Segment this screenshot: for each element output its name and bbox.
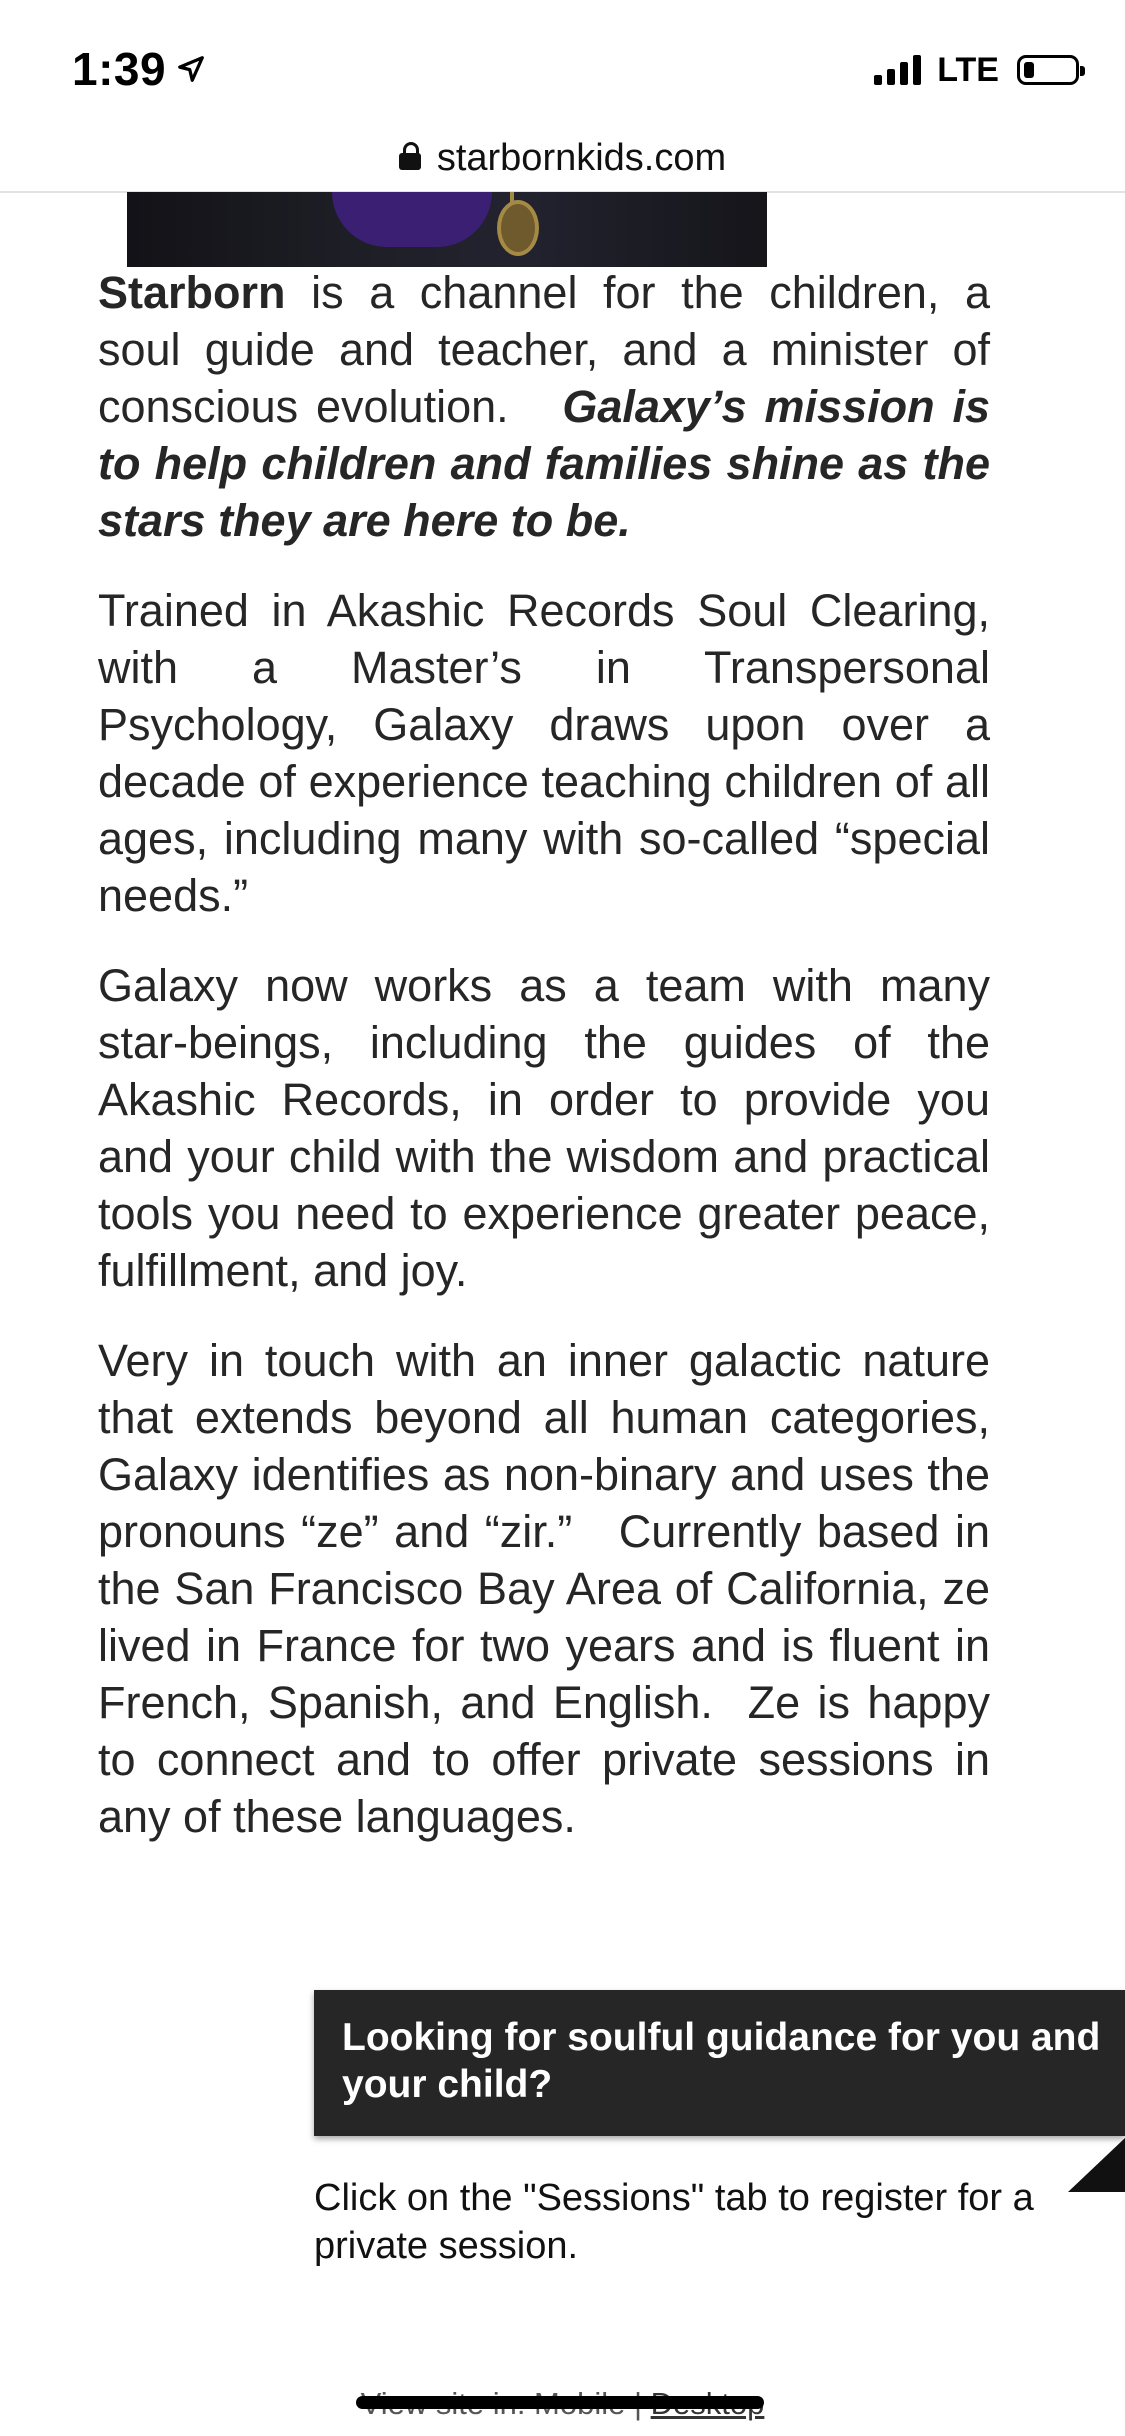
address-bar[interactable] xyxy=(0,125,1125,193)
callout-text: Click on the "Sessions" tab to register for a private session. xyxy=(314,2177,1034,2267)
brand-name: Starborn xyxy=(98,267,286,318)
home-indicator[interactable] xyxy=(356,2396,764,2409)
callout-fold-corner xyxy=(1068,2138,1125,2192)
bio-paragraph-identity: Very in touch with an inner galactic nature that extends beyond all human categories, Galaxy identifies as non-binary and uses the pronouns “ze” and “zir.” Currently based in the San Francisco Bay Area of California, ze lived in France for two years and is fluent in French, Spanish, and English. Ze is happy to connect and to offer private sessions in any of these languages. xyxy=(98,1335,1003,1842)
lock-icon xyxy=(399,142,421,170)
callout-heading: Looking for soulful guidance for you and your child? xyxy=(342,2016,1101,2106)
mission-statement: Galaxy’s mission is to help children and families shine as the stars they are here to be. xyxy=(98,381,990,546)
profile-photo xyxy=(127,192,767,267)
callout-heading-box xyxy=(314,1990,1125,2136)
intro-text: is a channel for the children, a soul guide and teacher, and a minister of conscious evolution. xyxy=(98,267,1003,432)
site-domain[interactable]: starbornkids.com xyxy=(436,136,727,179)
bio-section xyxy=(98,264,1003,1878)
network-type: LTE xyxy=(937,50,999,89)
status-time: 1:39 xyxy=(72,43,167,95)
bio-paragraph-training: Trained in Akashic Records Soul Clearing, with a Master’s in Transpersonal Psychology, Galaxy draws upon over a decade of experience teaching children of all ages, including many with so-called “special needs.” xyxy=(98,585,990,921)
status-bar xyxy=(0,0,1125,135)
bio-paragraph-intro xyxy=(98,264,1003,549)
status-indicators xyxy=(874,50,1079,90)
location-arrow-icon xyxy=(176,54,206,84)
cellular-signal-icon xyxy=(874,55,921,85)
bio-paragraph-team: Galaxy now works as a team with many star-beings, including the guides of the Akashic Records, in order to provide you and your child with the wisdom and practical tools you need to experience greater peace, fulfillment, and joy. xyxy=(98,960,990,1296)
battery-icon xyxy=(1017,55,1079,85)
